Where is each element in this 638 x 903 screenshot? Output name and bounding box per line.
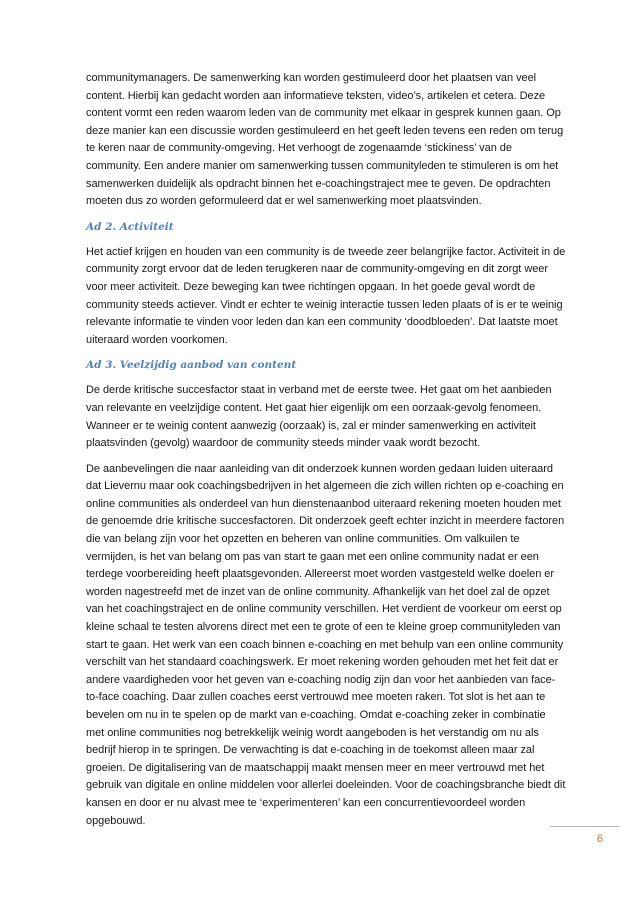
recommendations-paragraph: De aanbevelingen die naar aanleiding van dit onderzoek kunnen worden gedaan luiden uiteraard dat Lievernu maar ook coachingsbedrijven in het algemeen die zich willen richten op e-coaching en online communities als onderdeel van hun dienstenaanbod uiteraard rekening moeten houden met de genoemde drie kritische succesfactoren. Dit onderzoek geeft echter inzicht in meerdere factoren die van belang zijn voor het opzetten en beheren van online communities. Om valkuilen te vermijden, is het van belang om pas van start te gaan met een online community nadat er een terdege voorbereiding heeft plaatsgevonden. Allereerst moet worden vastgesteld welke doelen er worden nagestreefd met de inzet van de online community. Afhankelijk van het doel zal de opzet van het coachingstraject en de online community verschillen. Het verdient de voorkeur om eerst op kleine schaal te testen alvorens direct met een te grote of een te kleine groep communityleden van start te gaan. Het werk van een coach binnen e-coaching en met behulp van een online community verschilt van het standaard coachingswerk. Er moet rekening worden gehouden met het feit dat er andere vaardigheden voor het geven van e-coaching nodig zijn dan voor het aanbieden van face-to-face coaching. Daar zullen coaches eerst vertrouwd mee moeten raken. Tot slot is het aan te bevelen om nu in te spelen op de markt van e-coaching. Omdat e-coaching zeker in combinatie met online communities nog betrekkelijk weinig wordt aangeboden is het verstandig om nu als bedrijf hierop in te springen. De verwachting is dat e-coaching in de toekomst alleen maar zal groeien. De digitalisering van de maatschappij maakt mensen meer en meer vertrouwd met het gebruik van digitale en online middelen voor allerlei doeleinden. Voor de coachingsbranche biedt dit kansen en door er nu alvast mee te ‘experimenteren’ kan een concurrentievoordeel worden opgebouwd.	[86, 462, 566, 827]
section-heading-content: Ad 3. Veelzijdig aanbod van content	[86, 359, 297, 372]
section-heading-activiteit: Ad 2. Activiteit	[86, 220, 174, 233]
content-paragraph: De derde kritische succesfactor staat in verband met de eerste twee. Het gaat om het aanbieden van relevante en veelzijdige content. Het gaat hier eigenlijk om een oorzaak-gevolg fenomeen. Wanneer er te weinig content aanwezig (oorzaak) is, zal er minder samenwerking en activiteit plaatsvinden (gevolg) waardoor de community steeds minder vaak wordt bezocht.	[86, 384, 552, 450]
activiteit-paragraph: Het actief krijgen en houden van een community is de tweede zeer belangrijke factor. Activiteit in de community zorgt ervoor dat de leden terugkeren naar de community-omgeving en dit zorgt weer voor meer activiteit. Deze beweging kan twee richtingen opgaan. In het goede geval wordt de community steeds actiever. Vindt er echter te weinig interactie tussen leden plaats of is er te weinig relevante informatie te vinden voor leden dan kan een community ‘doodbloeden’. Dat laatste moet uiteraard worden voorkomen.	[86, 245, 566, 346]
document-body	[86, 70, 566, 838]
footer-divider	[550, 826, 620, 827]
page-number: 6	[596, 833, 603, 845]
intro-paragraph: communitymanagers. De samenwerking kan worden gestimuleerd door het plaatsen van veel content. Hierbij kan gedacht worden aan informatieve teksten, video’s, artikelen et cetera. Deze content vormt een reden waarom leden van de community met elkaar in gesprek kunnen gaan. Op deze manier kan een discussie worden gestimuleerd en het geeft leden tevens een reden om terug te keren naar de community-omgeving. Het verhoogt de zogenaamde ‘stickiness’ van de community. Een andere manier om samenwerking tussen communityleden te stimuleren is om het samenwerken duidelijk als opdracht binnen het e-coachingstraject mee te geven. De opdrachten moeten dus zo worden geformuleerd dat er wel samenwerking moet plaatsvinden.	[86, 72, 564, 208]
